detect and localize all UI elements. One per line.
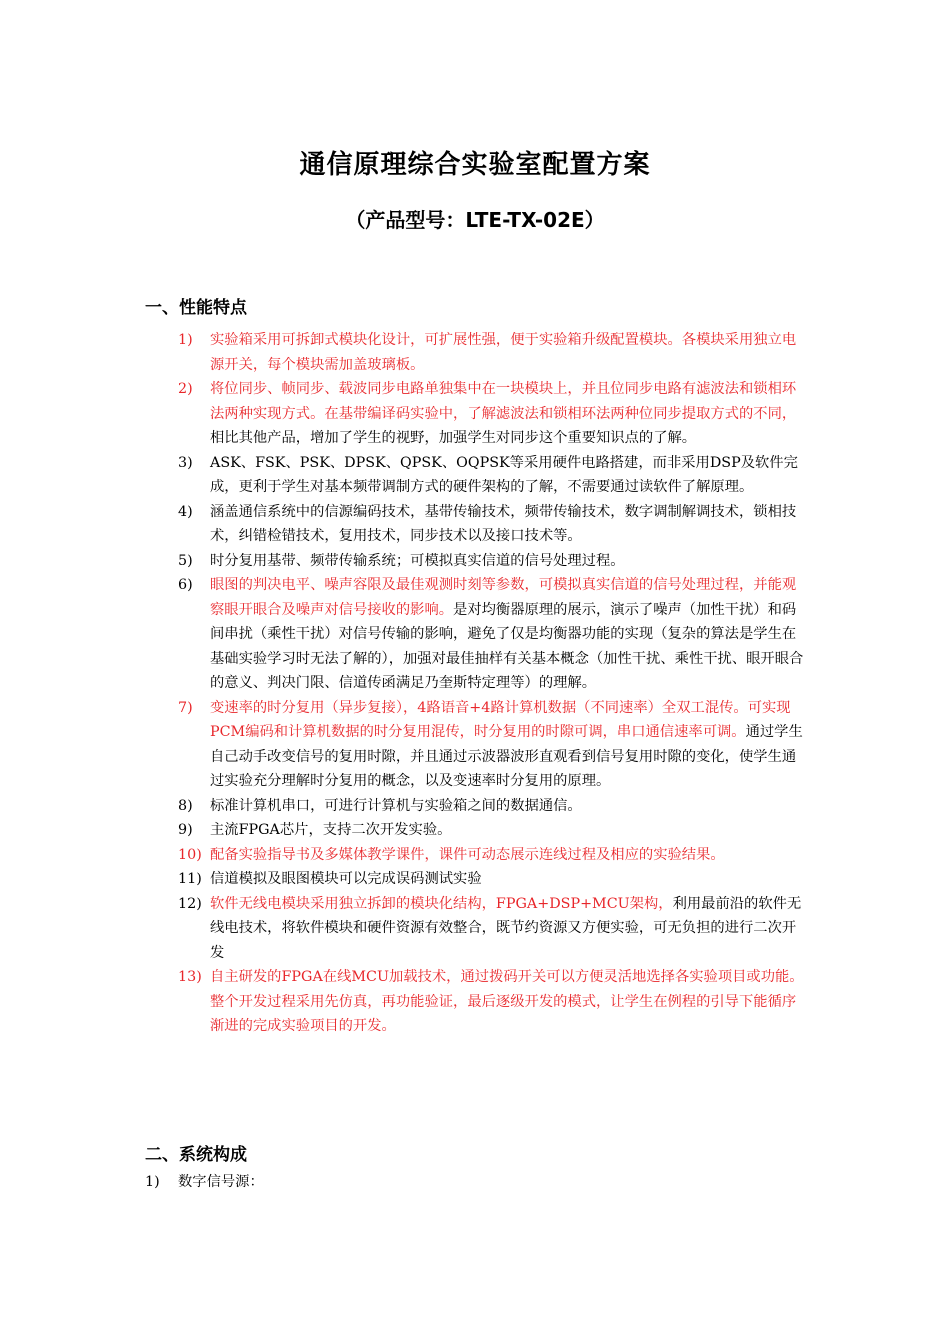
item-number: 3) [178, 454, 193, 471]
section-heading-system: 二、系统构成 [145, 1145, 247, 1165]
item-number: 7) [178, 699, 193, 716]
highlighted-text: 实验箱采用可拆卸式模块化设计，可扩展性强，便于实验箱升级配置模块。各模块采用独立电源开关，每个模块需加盖玻璃板。 [210, 332, 797, 373]
item-text: ASK、FSK、PSK、DPSK、QPSK、OQPSK等采用硬件电路搭建，而非采用DSP及软件完成，更利于学生对基本频带调制方式的硬件架构的了解，不需要通过读软件了解原理。 [210, 454, 798, 495]
item-number: 4) [178, 503, 193, 520]
item-number: 13) [178, 969, 202, 985]
feature-list [170, 328, 810, 1039]
highlighted-text: 眼图的判决电平、噪声容限及最佳观测时刻等参数，可模拟真实信道的信号处理过程，并能观察眼开眼合及噪声对信号接收的影响。 [210, 577, 797, 618]
list-item [170, 843, 810, 868]
list-item [170, 794, 810, 819]
list-item [170, 696, 810, 794]
list-item [170, 377, 810, 451]
item-number: 11) [178, 871, 202, 887]
item-text: 是对均衡器原理的展示，演示了噪声（加性干扰）和码间串扰（乘性干扰）对信号传输的影响，避免了仅是均衡器功能的实现（复杂的算法是学生在基础实验学习时无法了解的），加强对最佳抽样有关基本概念（加性干扰、乘性干扰、眼开眼合的意义、判决门限、信道传函满足乃奎斯特定理等）的理解。 [210, 601, 804, 691]
page-title: 通信原理综合实验室配置方案 [299, 150, 651, 180]
item-text: 数字信号源： [178, 1174, 264, 1190]
list-item [170, 867, 810, 892]
item-number: 2) [178, 381, 193, 397]
list-item [170, 818, 810, 843]
item-number: 10) [178, 846, 202, 863]
list-item [145, 1170, 805, 1195]
highlighted-text: 自主研发的FPGA在线MCU加载技术，通过拨码开关可以方便灵活地选择各实验项目或功能。整个开发过程采用先仿真，再功能验证，最后逐级开发的模式，让学生在例程的引导下能循序渐进的完成实验项目的开发。 [210, 969, 804, 1034]
list-item [170, 549, 810, 574]
item-text: 时分复用基带、频带传输系统；可模拟真实信道的信号处理过程。 [210, 552, 625, 569]
item-number: 8) [178, 797, 193, 814]
list-item [170, 451, 810, 500]
item-text: 涵盖通信系统中的信源编码技术，基带传输技术，频带传输技术，数字调制解调技术，锁相技术，纠错检错技术，复用技术，同步技术以及接口技术等。 [210, 503, 797, 544]
system-list [145, 1170, 805, 1195]
item-number: 5) [178, 552, 193, 569]
list-item [170, 573, 810, 696]
item-number: 6) [178, 577, 193, 593]
list-item [170, 500, 810, 549]
item-number: 9) [178, 822, 193, 838]
highlighted-text: 将位同步、帧同步、载波同步电路单独集中在一块模块上，并且位同步电路有滤波法和锁相环法两种实现方式。在基带编译码实验中，了解滤波法和锁相环法两种位同步提取方式的不同， [210, 381, 797, 422]
item-text: 信道模拟及眼图模块可以完成误码测试实验 [210, 871, 482, 887]
highlighted-text: 配备实验指导书及多媒体教学课件，课件可动态展示连线过程及相应的实验结果。 [210, 846, 725, 863]
item-number: 1) [145, 1174, 160, 1190]
item-text: 利用最前沿的软件无线电技术，将软件模块和硬件资源有效整合，既节约资源又方便实验，可无负担的进行二次开发 [210, 895, 802, 961]
highlighted-text: 变速率的时分复用（异步复接），4路语音+4路计算机数据（不同速率）全双工混传。可实现PCM编码和计算机数据的时分复用混传，时分复用的时隙可调，串口通信速率可调。 [210, 699, 791, 740]
list-item [170, 965, 810, 1039]
item-number: 1) [178, 332, 193, 348]
item-number: 12) [178, 895, 202, 912]
section-heading-features: 一、性能特点 [145, 298, 247, 318]
list-item [170, 892, 810, 966]
item-text: 通过学生自己动手改变信号的复用时隙，并且通过示波器波形直观看到信号复用时隙的变化，使学生通过实验充分理解时分复用的概念，以及变速率时分复用的原理。 [210, 724, 803, 789]
highlighted-text: 软件无线电模块采用独立拆卸的模块化结构，FPGA+DSP+MCU架构， [210, 895, 673, 912]
product-model: （产品型号：LTE-TX-02E） [345, 208, 605, 232]
item-text: 主流FPGA芯片，支持二次开发实验。 [210, 822, 452, 838]
list-item [170, 328, 810, 377]
item-text: 相比其他产品，增加了学生的视野，加强学生对同步这个重要知识点的了解。 [210, 430, 697, 446]
item-text: 标准计算机串口，可进行计算机与实验箱之间的数据通信。 [210, 797, 582, 814]
